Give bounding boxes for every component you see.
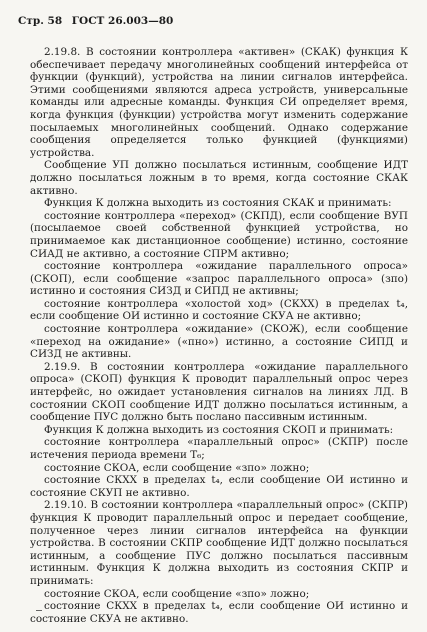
paragraph: состояние контроллера «параллельный опрос» (СКПР) после истечения периода времени T₆; <box>30 436 408 461</box>
paragraph: состояние контроллера «ожидание» (СКОЖ), если сообщение «переход на ожидание» («пно») истинно, а состояние СИПД и СИЗД не активны. <box>30 323 408 361</box>
paragraph: состояние СКХХ в пределах t₄, если сообщение ОИ истинно и состояние СКУА не активно. <box>30 600 408 625</box>
page-edge-mark <box>36 610 42 611</box>
paragraph: 2.19.9. В состоянии контроллера «ожидание параллельного опроса» (СКОП) функция К проводит параллельный опрос через интерфейс, но ожидает установления сигналов на линиях ЛД. В состоянии СКОП сообщение ИДТ должно посылаться истинным, а сообщение ПУС должно быть послано пассивным истинным. <box>30 360 408 424</box>
paragraph: состояние контроллера «переход» (СКПД), если сообщение ВУП (посылаемое своей собственной функцией устройства, но принимаемое как дистанционное сообщение) истинно, состояние СИАД не активно, а состояние СПРМ активно; <box>30 209 408 260</box>
paragraph: состояние СКХХ в пределах t₄, если сообщение ОИ истинно и состояние СКУП не активно. <box>30 474 408 499</box>
paragraph: 2.19.8. В состоянии контроллера «активен» (СКАК) функция К обеспечивает передачу многолинейных сообщений интерфейса от функции (функций), устройства на линии сигналов интерфейса. Этими сообщениями являются адреса устройств, универсальные команды или адресные команды. Функция СИ определяет время, когда функция (функции) устройства могут изменить содержание посылаемых многолинейных сообщений. Однако содержание сообщения определяется только функцией (функциями) устройства. <box>30 46 408 159</box>
paragraph: состояние СКОА, если сообщение «зпо» ложно; <box>44 587 310 600</box>
paragraph: Функция К должна выходить из состояния СКАК и принимать: <box>44 197 392 210</box>
paragraph: состояние контроллера «ожидание параллельного опроса» (СКОП), если сообщение «запрос параллельного опроса» (зпо) истинно и состояния СИЗД и СИПД не активны; <box>30 260 408 298</box>
page-number: Стр. 58 <box>18 15 63 27</box>
paragraph: состояние контроллера «холостой ход» (СКХХ) в пределах t₄, если сообщение ОИ истинно и состояние СКУА не активно; <box>30 297 408 323</box>
paragraph: состояние СКОА, если сообщение «зпо» ложно; <box>44 461 310 474</box>
paragraph: Функция К должна выходить из состояния СКОП и принимать: <box>44 423 394 436</box>
paragraph: 2.19.10. В состоянии контроллера «параллельный опрос» (СКПР) функция К проводит параллельный опрос и передает сообщение, полученное через линии сигналов интерфейса на функции устройства. В состоянии СКПР сообщение ИДТ должно посылаться истинным, а сообщение ПУС должно посылаться пассивным истинным. Функция К должна выходить из состояния СКПР и принимать: <box>30 499 408 587</box>
paragraph: Сообщение УП должно посылаться истинным, сообщение ИДТ должно посылаться ложным в то время, когда состояние СКАК активно. <box>30 159 408 197</box>
page-header <box>18 15 179 27</box>
document-body <box>30 46 408 625</box>
standard-number: ГОСТ 26.003—80 <box>71 15 174 27</box>
